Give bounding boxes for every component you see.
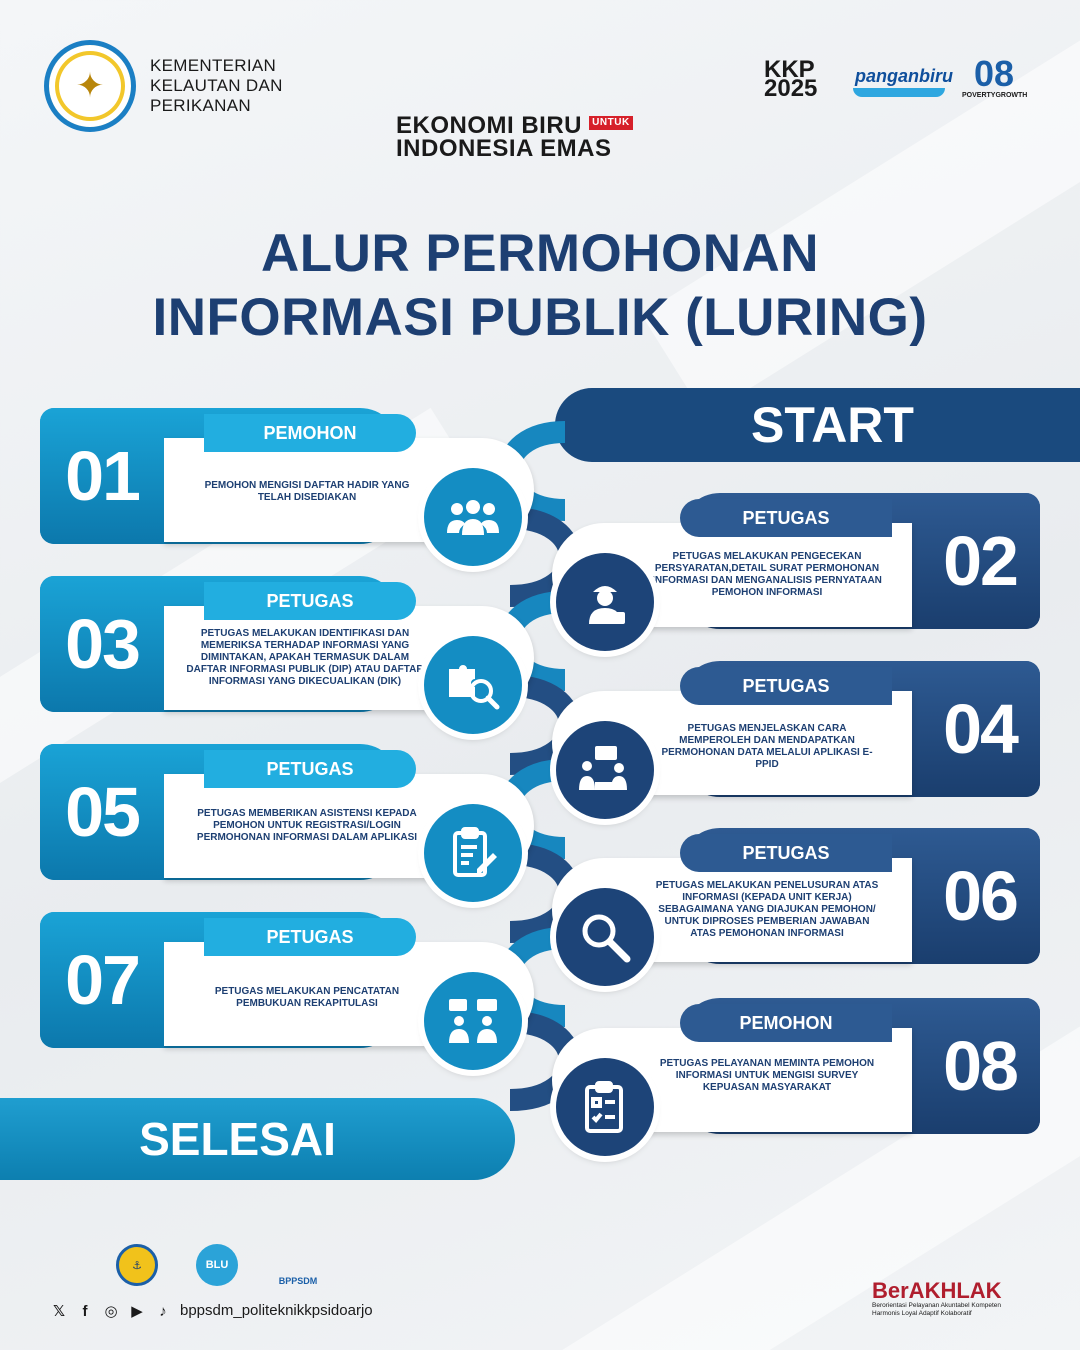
x-icon[interactable]: 𝕏: [52, 1303, 66, 1320]
group-icon: [424, 468, 522, 566]
kkp-year: 2025: [764, 75, 818, 102]
ekonomi-untuk: UNTUK: [589, 116, 633, 130]
growth-label: GROWTH: [995, 92, 1028, 99]
step-06-card: [552, 828, 1040, 964]
youtube-icon[interactable]: ▶: [131, 1303, 143, 1320]
consultation-icon: [556, 721, 654, 819]
step-description: PETUGAS MENJELASKAN CARA MEMPEROLEH DAN MENDAPATKAN PERMOHONAN DATA MELALUI APLIKASI E-PPID: [661, 723, 873, 770]
step-description: PETUGAS MEMBERIKAN ASISTENSI KEPADA PEMOHON UNTUK REGISTRASI/LOGIN PERMOHONAN INFORMASI DALAM APLIKASI: [196, 808, 418, 843]
step-description: PETUGAS MELAKUKAN PENCATATAN PEMBUKUAN REKAPITULASI: [214, 986, 400, 1009]
step-number: 07: [40, 912, 164, 1048]
kkp-text: KKP: [764, 56, 815, 83]
officer-icon: [556, 553, 654, 651]
step-description: PETUGAS PELAYANAN MEMINTA PEMOHON INFORMASI UNTUK MENGISI SURVEY KEPUASAN MASYARAKAT: [659, 1058, 875, 1093]
berakhlak-logo: BerAKHLAK: [872, 1278, 1002, 1303]
step-role: PETUGAS: [680, 834, 892, 872]
step-04-card: [552, 661, 1040, 797]
clipboard-edit-icon: [424, 804, 522, 902]
berakhlak-line2: Harmonis Loyal Adaptif Kolaboratif: [872, 1310, 972, 1317]
step-03-card: [40, 576, 528, 712]
step-08-card: [552, 998, 1040, 1134]
step-description: PETUGAS MELAKUKAN PENELUSURAN ATAS INFORMASI (KEPADA UNIT KERJA) SEBAGAIMANA YANG DIAJUKAN PEMOHON/ UNTUK DIPROSES PEMBERIAN JAWABAN ATAS PEMOHONAN INFORMASI: [655, 880, 879, 939]
instagram-icon[interactable]: ◎: [104, 1303, 118, 1320]
facebook-icon[interactable]: f: [82, 1302, 88, 1320]
step-description: PEMOHON MENGISI DAFTAR HADIR YANG TELAH DISEDIAKAN: [204, 480, 410, 503]
step-role: PEMOHON: [204, 414, 416, 452]
poverty-label: POVERTY: [962, 92, 996, 99]
zero-eight-text: 08: [973, 53, 1015, 94]
panganbiru-logo: panganbiru: [855, 66, 953, 86]
zero-eight-logo: [962, 53, 1028, 99]
title-line2: INFORMASI PUBLIK (LURING): [152, 288, 928, 347]
step-description: PETUGAS MELAKUKAN PENGECEKAN PERSYARATAN,DETAIL SURAT PERMOHONAN INFORMASI DAN MENGANALISIS PERNYATAAN PEMOHON INFORMASI: [652, 551, 882, 598]
ekonomi-biru-logo: [396, 114, 666, 160]
step-07-card: [40, 912, 528, 1048]
ministry-name: KEMENTERIAN KELAUTAN DAN PERIKANAN: [150, 56, 283, 115]
kkp-2025-logo: [764, 56, 818, 102]
step-role: PEMOHON: [680, 1004, 892, 1042]
start-banner: START: [555, 388, 1080, 462]
tiktok-icon[interactable]: ♪: [159, 1302, 167, 1320]
step-role: PETUGAS: [204, 750, 416, 788]
step-number: 06: [920, 828, 1040, 964]
blu-logo: BLU: [196, 1244, 238, 1286]
wave-icon: [853, 88, 945, 97]
politeknik-logo-icon: ⚓: [116, 1244, 158, 1286]
step-role: PETUGAS: [204, 582, 416, 620]
step-description: PETUGAS MELAKUKAN IDENTIFIKASI DAN MEMERIKSA TERHADAP INFORMASI YANG DIMINTAKAN, APAKAH TERMASUK DALAM DAFTAR INFORMASI PUBLIK (DIP) ATAU DAFTAR INFORMASI YANG DIKECUALIKAN (DIK): [186, 628, 424, 687]
step-role: PETUGAS: [680, 667, 892, 705]
step-01-card: [40, 408, 528, 544]
magnifier-icon: [556, 888, 654, 986]
end-banner: SELESAI: [0, 1098, 515, 1180]
survey-checklist-icon: [556, 1058, 654, 1156]
title-line1: ALUR PERMOHONAN: [260, 224, 820, 283]
ministry-brand: [44, 40, 320, 132]
puzzle-search-icon: [424, 636, 522, 734]
step-02-card: [552, 493, 1040, 629]
step-number: 01: [40, 408, 164, 544]
discussion-icon: [424, 972, 522, 1070]
step-role: PETUGAS: [680, 499, 892, 537]
step-number: 04: [920, 661, 1040, 797]
page-title: [0, 222, 1080, 350]
step-number: 02: [920, 493, 1040, 629]
garuda-logo-icon: ✦: [44, 40, 136, 132]
berakhlak-line1: Berorientasi Pelayanan Akuntabel Kompeten: [872, 1302, 1002, 1309]
ekonomi-line1: EKONOMI BIRU: [396, 112, 582, 139]
step-number: 05: [40, 744, 164, 880]
bppsdm-logo: BPPSDM: [278, 1276, 318, 1286]
step-number: 03: [40, 576, 164, 712]
social-links: [50, 1302, 172, 1320]
ekonomi-line2: INDONESIA EMAS: [396, 135, 612, 162]
step-number: 08: [920, 998, 1040, 1134]
step-05-card: [40, 744, 528, 880]
berakhlak-tagline: [872, 1302, 1042, 1318]
step-role: PETUGAS: [204, 918, 416, 956]
social-handle: bppsdm_politeknikkpsidoarjo: [180, 1302, 373, 1319]
